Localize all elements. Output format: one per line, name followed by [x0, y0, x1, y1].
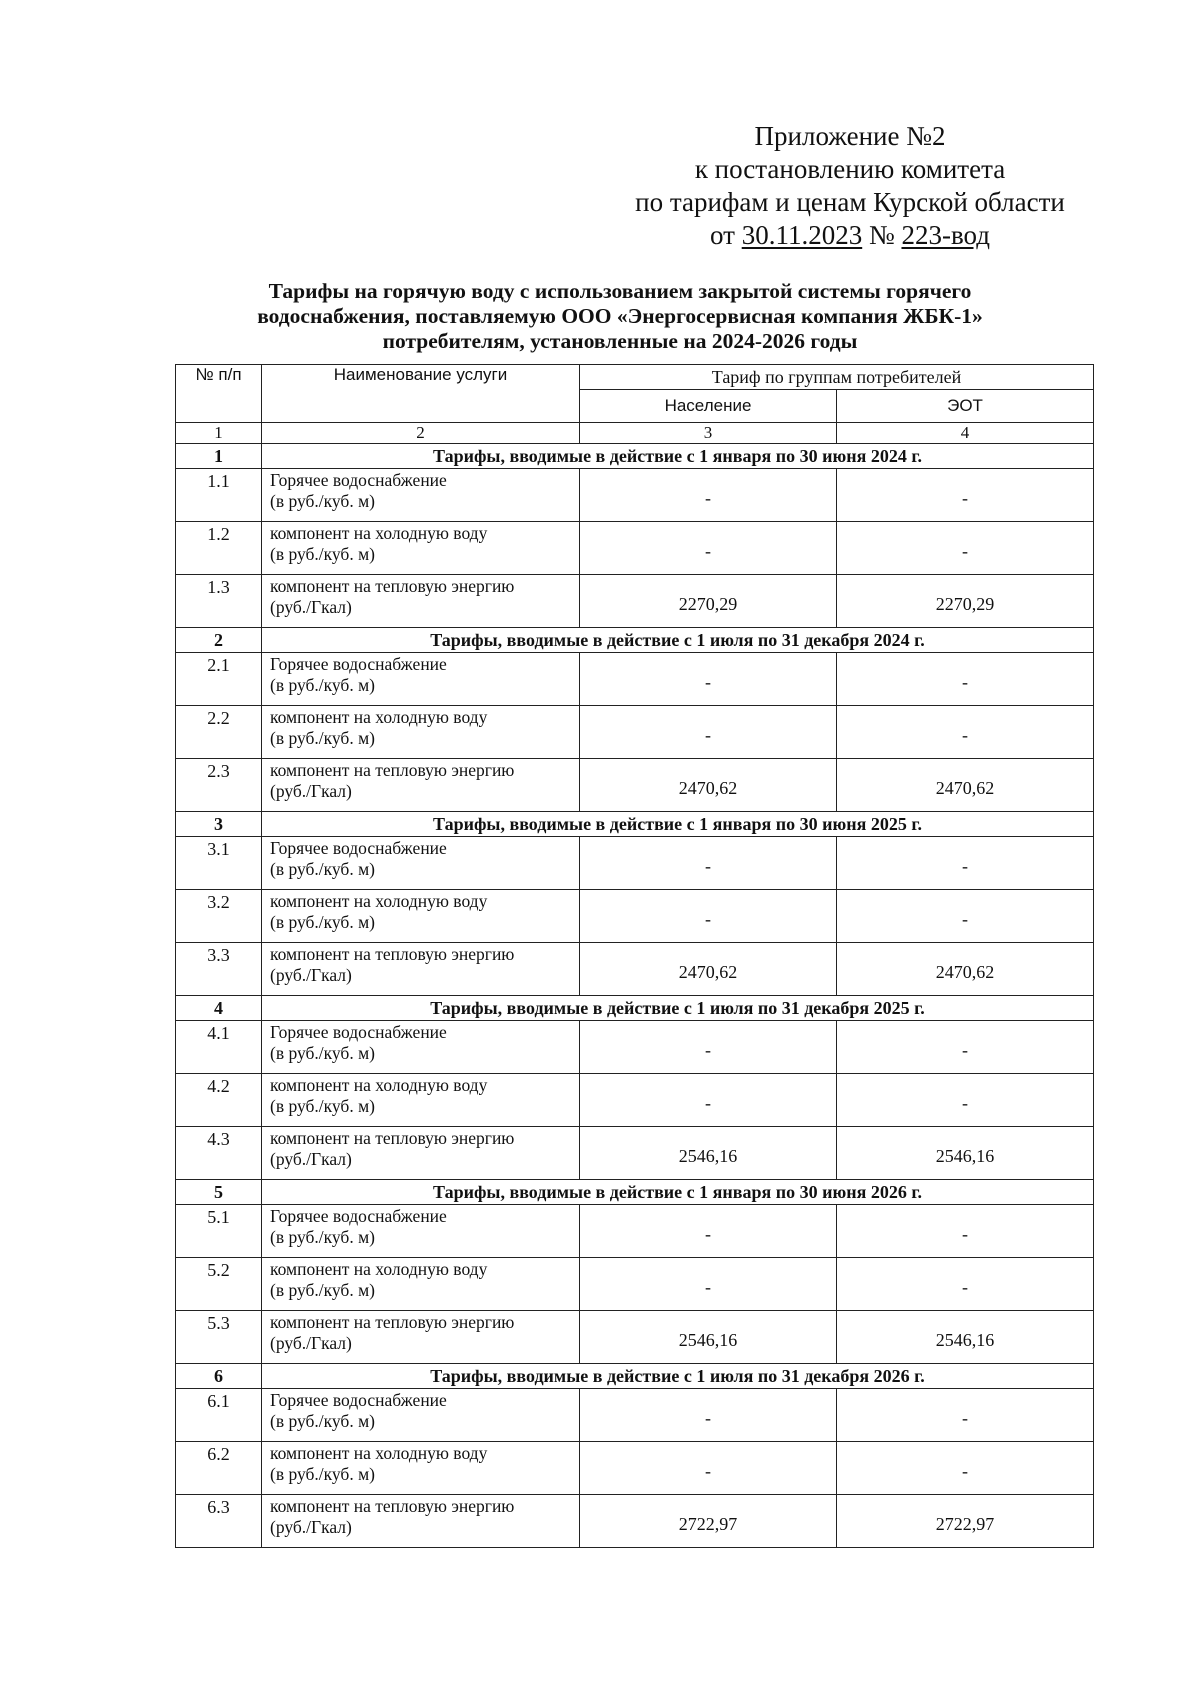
eot-tariff: - — [837, 653, 1094, 706]
population-tariff: - — [580, 1021, 837, 1074]
section-number: 6 — [176, 1364, 262, 1389]
eot-tariff: - — [837, 890, 1094, 943]
appendix-date-line — [600, 219, 1100, 252]
service-unit-line: (в руб./куб. м) — [270, 544, 375, 564]
population-tariff: 2722,97 — [580, 1495, 837, 1548]
row-number: 5.2 — [176, 1258, 262, 1311]
section-title: Тарифы, вводимые в действие с 1 июля по 31 декабря 2024 г. — [262, 628, 1094, 653]
service-unit-line: (в руб./куб. м) — [270, 1227, 375, 1247]
section-title: Тарифы, вводимые в действие с 1 июля по 31 декабря 2025 г. — [262, 996, 1094, 1021]
row-number: 1.3 — [176, 575, 262, 628]
table-header-row — [176, 365, 1094, 390]
service-unit-line: (в руб./куб. м) — [270, 1411, 375, 1431]
population-tariff: 2546,16 — [580, 1311, 837, 1364]
section-title: Тарифы, вводимые в действие с 1 января по 30 июня 2025 г. — [262, 812, 1094, 837]
service-name — [262, 1495, 580, 1548]
population-tariff: - — [580, 1442, 837, 1495]
eot-tariff: - — [837, 1258, 1094, 1311]
section-title: Тарифы, вводимые в действие с 1 января по 30 июня 2024 г. — [262, 444, 1094, 469]
section-title: Тарифы, вводимые в действие с 1 января по 30 июня 2026 г. — [262, 1180, 1094, 1205]
appendix-resolution-line: к постановлению комитета — [694, 154, 1006, 184]
service-name-line: компонент на тепловую энергию — [270, 1128, 515, 1148]
title-line-1: Тарифы на горячую воду с использованием закрытой системы горячего — [268, 279, 972, 303]
appendix-number: Приложение №2 — [754, 121, 946, 151]
eot-tariff: 2470,62 — [837, 943, 1094, 996]
row-number: 2.2 — [176, 706, 262, 759]
section-number: 1 — [176, 444, 262, 469]
section-number: 4 — [176, 996, 262, 1021]
section-row — [176, 628, 1094, 653]
service-name — [262, 1311, 580, 1364]
eot-tariff: - — [837, 469, 1094, 522]
service-unit-line: (в руб./куб. м) — [270, 728, 375, 748]
column-number: 2 — [262, 423, 580, 444]
service-name-line: компонент на тепловую энергию — [270, 1496, 515, 1516]
eot-tariff: - — [837, 837, 1094, 890]
population-tariff: 2546,16 — [580, 1127, 837, 1180]
service-unit-line: (руб./Гкал) — [270, 781, 352, 801]
section-number: 5 — [176, 1180, 262, 1205]
table-row — [176, 1258, 1094, 1311]
service-name-line: Горячее водоснабжение — [270, 654, 447, 674]
row-number: 2.1 — [176, 653, 262, 706]
service-name-line: Горячее водоснабжение — [270, 1390, 447, 1410]
service-name — [262, 1021, 580, 1074]
section-row — [176, 812, 1094, 837]
header-num: № п/п — [176, 365, 262, 423]
row-number: 1.1 — [176, 469, 262, 522]
service-unit-line: (руб./Гкал) — [270, 1149, 352, 1169]
date-prefix: от — [710, 220, 742, 250]
row-number: 3.2 — [176, 890, 262, 943]
table-row — [176, 575, 1094, 628]
table-row — [176, 837, 1094, 890]
row-number: 4.1 — [176, 1021, 262, 1074]
service-name-line: компонент на тепловую энергию — [270, 944, 515, 964]
eot-tariff: - — [837, 1205, 1094, 1258]
service-name-line: компонент на холодную воду — [270, 523, 488, 543]
service-unit-line: (в руб./куб. м) — [270, 1464, 375, 1484]
table-row — [176, 706, 1094, 759]
service-name — [262, 943, 580, 996]
service-name-line: компонент на холодную воду — [270, 891, 488, 911]
service-name-line: Горячее водоснабжение — [270, 470, 447, 490]
service-unit-line: (в руб./куб. м) — [270, 1280, 375, 1300]
table-row — [176, 1074, 1094, 1127]
column-number: 3 — [580, 423, 837, 444]
service-name-line: компонент на тепловую энергию — [270, 576, 515, 596]
service-name — [262, 890, 580, 943]
tariff-table — [175, 364, 1094, 1548]
service-name — [262, 1442, 580, 1495]
table-row — [176, 469, 1094, 522]
eot-tariff: - — [837, 706, 1094, 759]
header-tariff-groups: Тариф по группам потребителей — [580, 365, 1094, 390]
eot-tariff: - — [837, 1389, 1094, 1442]
table-row — [176, 943, 1094, 996]
population-tariff: - — [580, 1389, 837, 1442]
service-name — [262, 469, 580, 522]
population-tariff: - — [580, 1074, 837, 1127]
row-number: 2.3 — [176, 759, 262, 812]
service-unit-line: (в руб./куб. м) — [270, 912, 375, 932]
appendix-committee-line: по тарифам и ценам Курской области — [635, 187, 1065, 217]
table-row — [176, 1205, 1094, 1258]
number-sign: № — [862, 220, 902, 250]
section-row — [176, 1180, 1094, 1205]
service-name-line: Горячее водоснабжение — [270, 1206, 447, 1226]
appendix-header — [600, 120, 1100, 252]
service-name — [262, 1205, 580, 1258]
column-number: 4 — [837, 423, 1094, 444]
service-name — [262, 1389, 580, 1442]
service-unit-line: (в руб./куб. м) — [270, 675, 375, 695]
table-row — [176, 653, 1094, 706]
header-population: Население — [580, 390, 837, 423]
resolution-date: 30.11.2023 — [741, 220, 863, 250]
service-name-line: компонент на холодную воду — [270, 1443, 488, 1463]
document-title — [170, 279, 1070, 354]
population-tariff: - — [580, 653, 837, 706]
header-eot: ЭОТ — [837, 390, 1094, 423]
table-row — [176, 1021, 1094, 1074]
column-number: 1 — [176, 423, 262, 444]
service-name-line: Горячее водоснабжение — [270, 838, 447, 858]
eot-tariff: - — [837, 522, 1094, 575]
eot-tariff: 2546,16 — [837, 1311, 1094, 1364]
service-unit-line: (руб./Гкал) — [270, 597, 352, 617]
population-tariff: - — [580, 1205, 837, 1258]
service-name — [262, 522, 580, 575]
title-line-3: потребителям, установленные на 2024-2026 годы — [382, 329, 858, 353]
row-number: 1.2 — [176, 522, 262, 575]
eot-tariff: 2546,16 — [837, 1127, 1094, 1180]
service-name — [262, 653, 580, 706]
population-tariff: - — [580, 1258, 837, 1311]
row-number: 5.3 — [176, 1311, 262, 1364]
service-unit-line: (в руб./куб. м) — [270, 859, 375, 879]
section-title: Тарифы, вводимые в действие с 1 июля по 31 декабря 2026 г. — [262, 1364, 1094, 1389]
eot-tariff: 2270,29 — [837, 575, 1094, 628]
service-unit-line: (руб./Гкал) — [270, 1333, 352, 1353]
table-row — [176, 1442, 1094, 1495]
row-number: 6.2 — [176, 1442, 262, 1495]
eot-tariff: - — [837, 1442, 1094, 1495]
population-tariff: 2270,29 — [580, 575, 837, 628]
eot-tariff: 2470,62 — [837, 759, 1094, 812]
row-number: 6.3 — [176, 1495, 262, 1548]
service-unit-line: (руб./Гкал) — [270, 965, 352, 985]
column-numbers-row — [176, 423, 1094, 444]
service-unit-line: (в руб./куб. м) — [270, 491, 375, 511]
section-row — [176, 1364, 1094, 1389]
table-row — [176, 1389, 1094, 1442]
population-tariff: 2470,62 — [580, 943, 837, 996]
row-number: 4.2 — [176, 1074, 262, 1127]
service-name-line: компонент на тепловую энергию — [270, 760, 515, 780]
row-number: 3.1 — [176, 837, 262, 890]
eot-tariff: - — [837, 1074, 1094, 1127]
section-row — [176, 996, 1094, 1021]
service-name-line: Горячее водоснабжение — [270, 1022, 447, 1042]
title-line-2: водоснабжения, поставляемую ООО «Энергосервисная компания ЖБК-1» — [257, 304, 983, 328]
row-number: 3.3 — [176, 943, 262, 996]
service-name — [262, 575, 580, 628]
service-unit-line: (в руб./куб. м) — [270, 1043, 375, 1063]
population-tariff: - — [580, 469, 837, 522]
service-name — [262, 1127, 580, 1180]
eot-tariff: 2722,97 — [837, 1495, 1094, 1548]
section-row — [176, 444, 1094, 469]
resolution-number: 223-вод — [901, 220, 990, 250]
service-name — [262, 1074, 580, 1127]
population-tariff: - — [580, 706, 837, 759]
row-number: 6.1 — [176, 1389, 262, 1442]
table-row — [176, 522, 1094, 575]
row-number: 5.1 — [176, 1205, 262, 1258]
service-name — [262, 837, 580, 890]
population-tariff: - — [580, 837, 837, 890]
eot-tariff: - — [837, 1021, 1094, 1074]
service-name — [262, 759, 580, 812]
service-name-line: компонент на тепловую энергию — [270, 1312, 515, 1332]
service-unit-line: (руб./Гкал) — [270, 1517, 352, 1537]
row-number: 4.3 — [176, 1127, 262, 1180]
service-unit-line: (в руб./куб. м) — [270, 1096, 375, 1116]
population-tariff: 2470,62 — [580, 759, 837, 812]
table-row — [176, 759, 1094, 812]
table-row — [176, 1311, 1094, 1364]
section-number: 3 — [176, 812, 262, 837]
service-name-line: компонент на холодную воду — [270, 1075, 488, 1095]
table-row — [176, 1495, 1094, 1548]
header-service-name: Наименование услуги — [262, 365, 580, 423]
service-name — [262, 706, 580, 759]
service-name-line: компонент на холодную воду — [270, 1259, 488, 1279]
section-number: 2 — [176, 628, 262, 653]
table-row — [176, 890, 1094, 943]
table-row — [176, 1127, 1094, 1180]
population-tariff: - — [580, 522, 837, 575]
population-tariff: - — [580, 890, 837, 943]
service-name-line: компонент на холодную воду — [270, 707, 488, 727]
service-name — [262, 1258, 580, 1311]
